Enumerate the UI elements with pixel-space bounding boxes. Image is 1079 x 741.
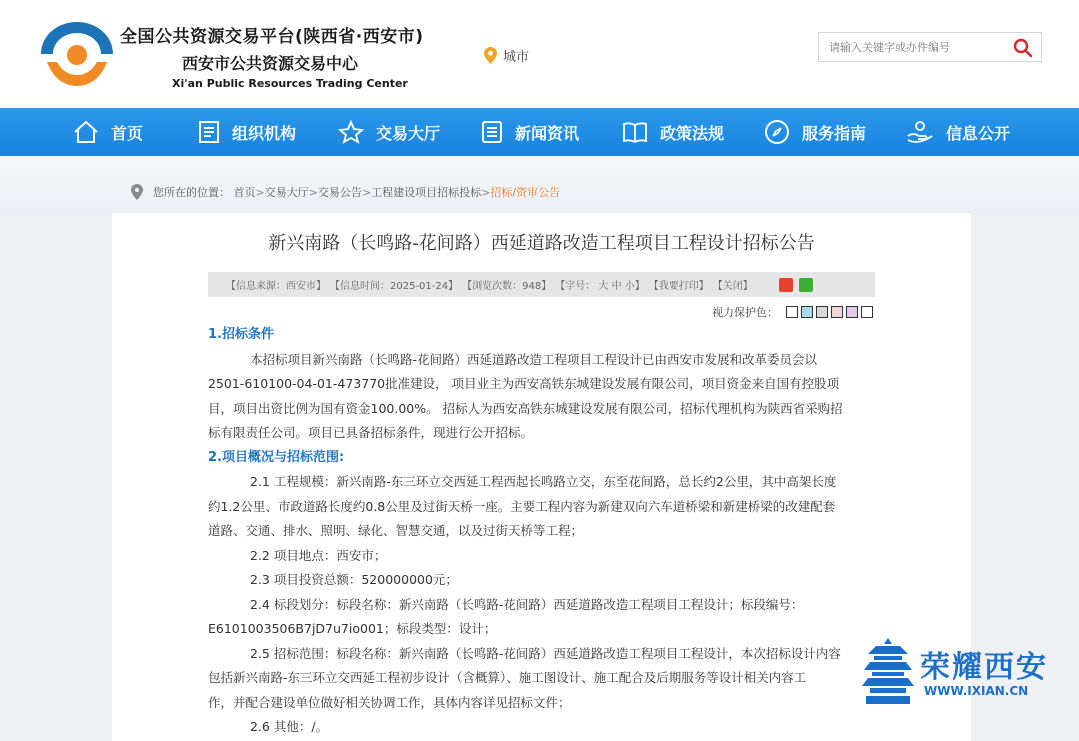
nav-item-label: 政策法规: [660, 123, 725, 143]
city-selector[interactable]: [484, 46, 529, 65]
paragraph-line: 2.2 项目地点：西安市；: [250, 547, 387, 563]
document-icon: [198, 120, 220, 144]
breadcrumb: [131, 184, 560, 200]
breadcrumb-prefix: 您所在的位置：: [153, 186, 230, 199]
brand-cn-line1: 全国公共资源交易平台(陕西省·西安市): [120, 27, 424, 47]
weibo-share-icon[interactable]: [779, 278, 793, 292]
search-icon[interactable]: [1013, 38, 1033, 58]
city-label: 城市: [503, 50, 530, 65]
watermark-url: WWW.IXIAN.CN: [924, 684, 1029, 698]
paragraph-line: 约1.2公里、市政道路长度约0.8公里及过街天桥一座。主要工程内容为新建双向六车道桥梁和新建桥梁的改建配套: [208, 498, 836, 514]
nav-item-label: 新闻资讯: [515, 123, 580, 143]
breadcrumb-current[interactable]: 招标/资审公告: [490, 186, 561, 199]
color-swatch-blue[interactable]: [801, 306, 813, 318]
watermark: [862, 634, 1072, 708]
breadcrumb-engineering[interactable]: 工程建设项目招标投标: [371, 186, 482, 199]
color-swatch-white[interactable]: [786, 306, 798, 318]
info-views: 【浏览次数：948】: [462, 281, 552, 292]
paragraph-line: 2.3 项目投资总额：520000000元；: [250, 572, 458, 587]
color-swatch-default[interactable]: [861, 306, 873, 318]
hand-icon: [906, 120, 934, 144]
nav-item-label: 信息公开: [946, 123, 1011, 143]
close-link[interactable]: 【关闭】: [712, 281, 753, 292]
paragraph-line: 2501-610100-04-01-473770批准建设， 项目业主为西安高铁东城建设发展有限公司，项目资金来自国有控股项: [208, 376, 840, 391]
article-title: 新兴南路（长鸣路-花间路）西延道路改造工程项目工程设计招标公告: [268, 233, 815, 254]
info-source: 【信息来源：西安市】: [226, 281, 326, 292]
nav-item-info-disclosure[interactable]: [906, 108, 1010, 156]
nav-item-label: 交易大厅: [376, 123, 441, 143]
main-nav: [0, 108, 1079, 156]
location-pin-icon: [484, 47, 497, 64]
nav-item-trading-hall[interactable]: [338, 108, 440, 156]
nav-item-label: 服务指南: [802, 123, 867, 143]
compass-icon: [764, 119, 790, 145]
print-link[interactable]: 【我要打印】: [648, 281, 709, 292]
article-panel: [112, 213, 971, 741]
brand-cn-line2: 西安市公共资源交易中心: [182, 54, 359, 73]
paragraph-line: E6101003506B7jD7u7io001；标段类型：设计；: [208, 621, 497, 636]
section-heading: 1.招标条件: [208, 327, 274, 342]
paragraph-line: 本招标项目新兴南路（长鸣路-花间路）西延道路改造工程项目工程设计已由西安市发展和改革委员会以: [250, 351, 818, 367]
nav-item-label: 组织机构: [232, 123, 297, 143]
site-logo[interactable]: [39, 18, 115, 90]
paragraph-line: 包括新兴南路-东三环立交西延工程初步设计（含概算）、施工图设计、施工配合及后期服务等设计相关内容工: [208, 670, 807, 685]
watermark-text: 荣耀西安: [920, 650, 1048, 685]
paragraph-line: 2.1 工程规模：新兴南路-东三环立交西延工程西起长鸣路立交，东至花间路，总长约2公里，其中高架长度: [250, 474, 837, 489]
nav-item-policy[interactable]: [622, 108, 724, 156]
pagoda-logo-icon: [862, 636, 914, 706]
brand-en: Xi'an Public Resources Trading Center: [172, 77, 408, 90]
nav-item-service-guide[interactable]: [764, 108, 866, 156]
article-info-bar: [208, 272, 875, 297]
info-time: 【信息时间：2025-01-24】: [330, 281, 459, 292]
article-body: [208, 323, 880, 740]
breadcrumb-home[interactable]: 首页: [233, 186, 256, 199]
nav-item-home[interactable]: [73, 108, 143, 156]
nav-item-label: 首页: [111, 123, 144, 143]
location-pin-icon: [131, 184, 143, 200]
book-icon: [622, 120, 648, 144]
color-swatch-gray[interactable]: [816, 306, 828, 318]
search-input[interactable]: [819, 33, 999, 61]
breadcrumb-trading-hall[interactable]: 交易大厅: [264, 186, 309, 199]
color-swatch-pink[interactable]: [831, 306, 843, 318]
paragraph-line: 作，并配合建设单位做好相关协调工作，具体内容详见招标文件；: [208, 694, 571, 710]
share-group: [779, 278, 819, 292]
paragraph-line: 2.5 招标范围：标段名称：新兴南路（长鸣路-花间路）西延道路改造工程项目工程设计，本次招标设计内容: [250, 645, 841, 661]
breadcrumb-separator: >: [361, 185, 372, 199]
breadcrumb-announcements[interactable]: 交易公告: [317, 186, 362, 199]
breadcrumb-separator: >: [255, 185, 265, 199]
eye-protection-colors: [712, 304, 876, 320]
nav-item-news[interactable]: [481, 108, 579, 156]
brand-block: [120, 22, 450, 90]
paragraph-line: 目，项目出资比例为国有资金100.00%。 招标人为西安高铁东城建设发展有限公司，招标代理机构为陕西省采购招: [208, 400, 843, 416]
breadcrumb-separator: >: [308, 185, 318, 199]
info-font-size[interactable]: 【字号： 大 中 小】: [555, 281, 645, 292]
nav-item-organization[interactable]: [198, 108, 296, 156]
section-heading: 2.项目概况与招标范围:: [208, 449, 345, 465]
paragraph-line: 道路、交通、排水、照明、绿化、智慧交通，以及过街天桥等工程；: [208, 523, 584, 538]
color-swatch-purple[interactable]: [846, 306, 858, 318]
paragraph-line: 标有限责任公司。项目已具备招标条件，现进行公开招标。: [208, 425, 534, 440]
eye-protection-label: 视力保护色：: [712, 306, 778, 319]
wechat-share-icon[interactable]: [799, 278, 813, 292]
paragraph-line: 2.4 标段划分：标段名称：新兴南路（长鸣路-花间路）西延道路改造工程项目工程设计；标段编号：: [250, 596, 804, 612]
site-header: [0, 0, 1079, 108]
star-icon: [338, 120, 364, 144]
search-box: [818, 32, 1042, 62]
home-icon: [73, 120, 99, 144]
paragraph-line: 2.6 其他：/。: [250, 719, 329, 734]
list-icon: [481, 120, 503, 144]
breadcrumb-separator: >: [481, 185, 491, 199]
